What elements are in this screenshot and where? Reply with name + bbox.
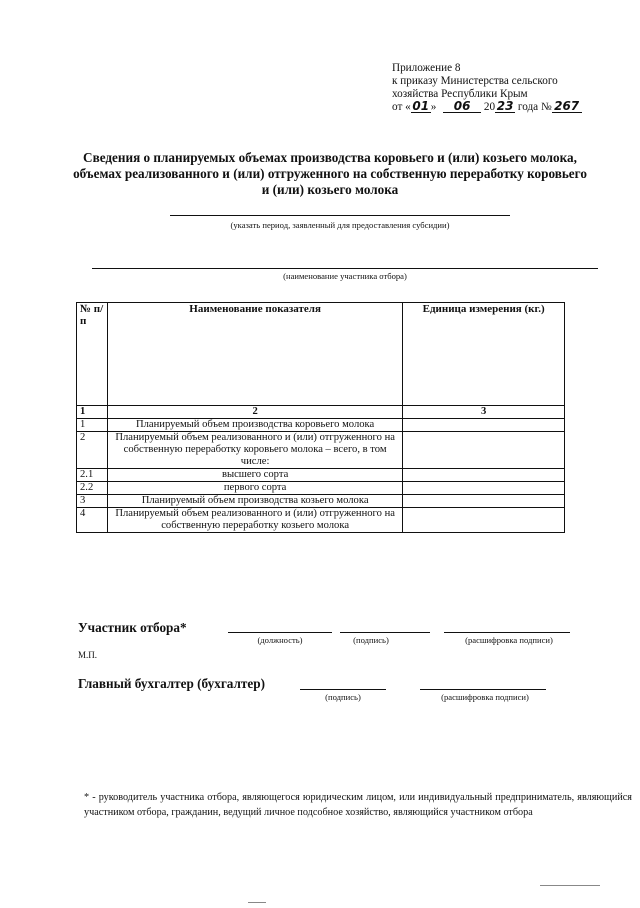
accountant-signature-label: Главный бухгалтер (бухгалтер) xyxy=(78,676,265,691)
row-num: 4 xyxy=(77,508,108,533)
row-name: Планируемый объем производства коровьего молока xyxy=(107,419,402,432)
date-prefix: от « xyxy=(392,101,411,113)
row-value[interactable] xyxy=(403,419,565,432)
header-name: Наименование показателя xyxy=(107,303,402,406)
annex-date-line xyxy=(392,101,582,114)
row-name: Планируемый объем реализованного и (или) отгруженного на собственную переработку коровьего молока – всего, в том числе: xyxy=(107,432,402,469)
index-cell-3: 3 xyxy=(403,406,565,419)
header-num: № п/п xyxy=(77,303,108,406)
acc-decode-line[interactable] xyxy=(420,689,546,690)
header-unit: Единица измерения (кг.) xyxy=(403,303,565,406)
row-num: 2 xyxy=(77,432,108,469)
date-day: 01 xyxy=(412,99,430,113)
row-name: Планируемый объем реализованного и (или) отгруженного на собственную переработку козьего молока xyxy=(107,508,402,533)
row-name: Планируемый объем производства козьего молока xyxy=(107,495,402,508)
period-line xyxy=(170,215,510,216)
year-hand: 23 xyxy=(496,99,514,113)
period-caption: (указать период, заявленный для предоставления субсидии) xyxy=(230,220,450,230)
table-row xyxy=(77,432,565,469)
row-num: 2.2 xyxy=(77,482,108,495)
table-row xyxy=(77,419,565,432)
annex-line-2: к приказу Министерства сельского xyxy=(392,75,558,87)
table-row xyxy=(77,482,565,495)
row-value[interactable] xyxy=(403,495,565,508)
row-name: высшего сорта xyxy=(107,469,402,482)
scan-artifact-dash xyxy=(248,902,266,903)
date-mid: » xyxy=(430,101,437,113)
annex-line-3: хозяйства Республики Крым xyxy=(392,88,528,100)
table-index-row xyxy=(77,406,565,419)
table-row xyxy=(77,508,565,533)
decode-caption: (расшифровка подписи) xyxy=(465,635,553,645)
date-month: 06 xyxy=(443,101,481,113)
position-caption: (должность) xyxy=(257,635,303,645)
annex-block xyxy=(392,62,582,114)
year-prefix: 20 xyxy=(483,101,496,113)
table-row xyxy=(77,469,565,482)
year-suffix: года № xyxy=(517,101,552,113)
index-cell-2: 2 xyxy=(107,406,402,419)
row-value[interactable] xyxy=(403,482,565,495)
index-cell-1: 1 xyxy=(77,406,108,419)
footnote: * - руководитель участника отбора, являющегося юридическим лицом, или индивидуальный предприниматель, являющийся участником отбора, гражданин, ведущий личное подсобное хозяйство, являющийся участником отбора xyxy=(84,792,632,818)
indicators-table xyxy=(76,302,565,533)
annex-line-1: Приложение 8 xyxy=(392,62,461,74)
row-num: 3 xyxy=(77,495,108,508)
participant-signature-label: Участник отбора* xyxy=(78,620,187,635)
row-num: 2.1 xyxy=(77,469,108,482)
participant-caption: (наименование участника отбора) xyxy=(283,271,407,281)
participant-line xyxy=(92,268,598,269)
decode-line[interactable] xyxy=(444,632,570,633)
scan-artifact-line xyxy=(540,885,600,886)
row-value[interactable] xyxy=(403,432,565,469)
document-title: Сведения о планируемых объемах производства коровьего и (или) козьего молока, объемах реализованного и (или) отгруженного на собственную переработку коровьего и (или) козьего молока xyxy=(73,150,587,197)
stamp-mark: М.П. xyxy=(78,650,98,660)
row-value[interactable] xyxy=(403,508,565,533)
signature-caption: (подпись) xyxy=(353,635,389,645)
position-line[interactable] xyxy=(228,632,332,633)
order-number: 267 xyxy=(552,101,582,113)
table-row xyxy=(77,495,565,508)
row-num: 1 xyxy=(77,419,108,432)
acc-signature-line[interactable] xyxy=(300,689,386,690)
row-value[interactable] xyxy=(403,469,565,482)
signature-line[interactable] xyxy=(340,632,430,633)
table-header-row xyxy=(77,303,565,406)
acc-decode-caption: (расшифровка подписи) xyxy=(441,692,529,702)
row-name: первого сорта xyxy=(107,482,402,495)
acc-signature-caption: (подпись) xyxy=(325,692,361,702)
